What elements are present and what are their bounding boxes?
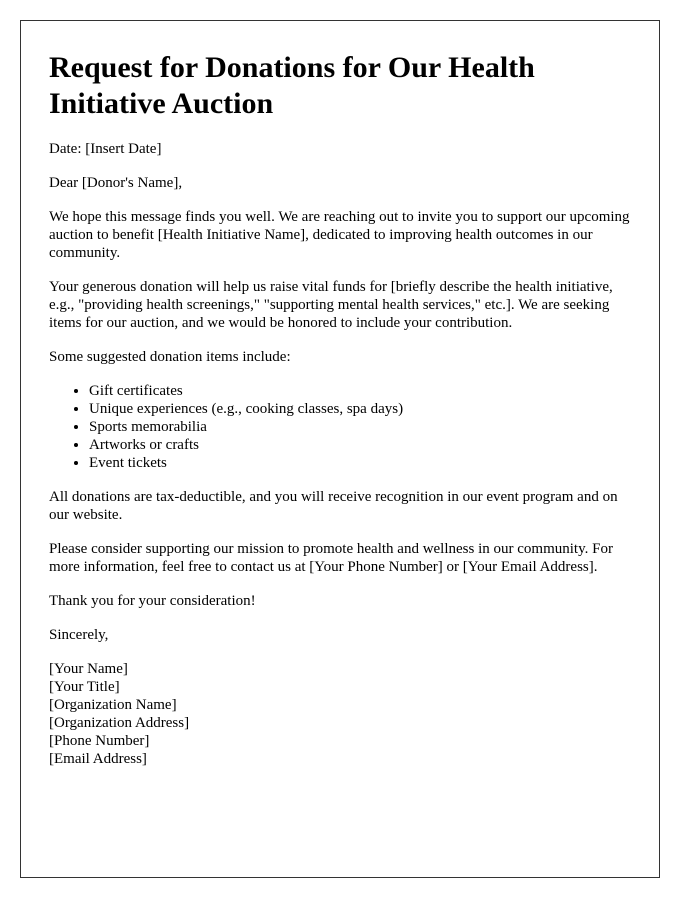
items-intro: Some suggested donation items include: xyxy=(49,349,291,365)
list-item: • Gift certificates xyxy=(89,382,639,400)
date-line: Date: [Insert Date] xyxy=(49,141,162,157)
purpose-paragraph: Your generous donation will help us raise vital funds for [briefly describe the health initiative, e.g., "providing health screenings," "supporting mental health services," etc.]. We are seeking items for our auction, and we would be honored to include your contribution. xyxy=(49,279,613,331)
signature-name: [Your Name] xyxy=(49,661,128,677)
contact-paragraph: Please consider supporting our mission to promote health and wellness in our community. For more information, feel free to contact us at [Your Phone Number] or [Your Email Address]. xyxy=(49,541,613,575)
signature-block xyxy=(49,660,639,768)
list-item: • Artworks or crafts xyxy=(89,436,639,454)
signature-title: [Your Title] xyxy=(49,679,120,695)
signature-email: [Email Address] xyxy=(49,751,147,767)
list-item: • Sports memorabilia xyxy=(89,418,639,436)
signature-organization: [Organization Name] xyxy=(49,697,177,713)
intro-paragraph: We hope this message finds you well. We are reaching out to invite you to support our upcoming auction to benefit [Health Initiative Name], dedicated to improving health outcomes in our community. xyxy=(49,209,630,261)
signature-phone: [Phone Number] xyxy=(49,733,150,749)
donation-items-list xyxy=(49,382,639,472)
tax-paragraph: All donations are tax-deductible, and you will receive recognition in our event program and on our website. xyxy=(49,489,618,523)
letter-body xyxy=(49,50,639,768)
thanks-line: Thank you for your consideration! xyxy=(49,593,256,609)
list-item: • Unique experiences (e.g., cooking classes, spa days) xyxy=(89,400,639,418)
salutation: Dear [Donor's Name], xyxy=(49,175,183,191)
closing-line: Sincerely, xyxy=(49,627,109,643)
list-item: • Event tickets xyxy=(89,454,639,472)
letter-title: Request for Donations for Our Health Initiative Auction xyxy=(49,51,535,120)
signature-address: [Organization Address] xyxy=(49,715,190,731)
